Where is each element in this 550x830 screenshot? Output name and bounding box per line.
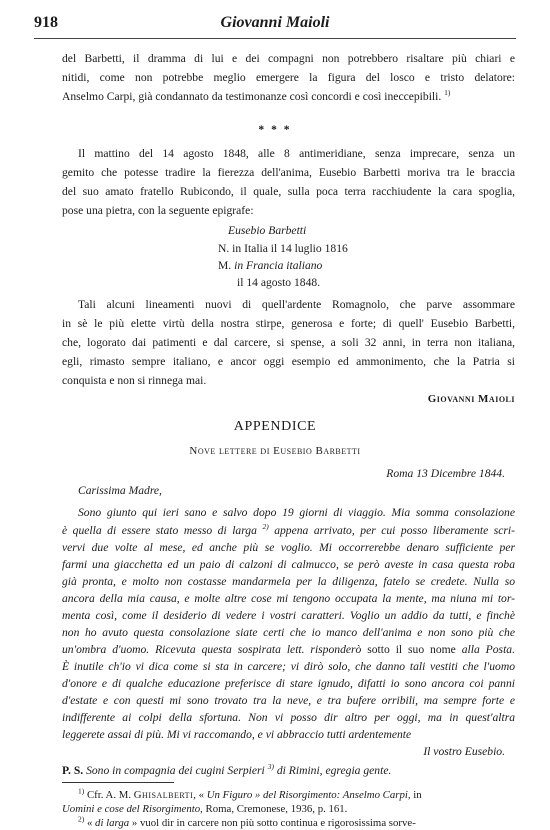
footnote-text: » vuol dir in carcere non più sotto continua e rigorosissima sorve- [129, 817, 416, 829]
footnote-ref-3: 3) [267, 762, 274, 772]
postscript-label: P. S. [62, 764, 84, 777]
letter-dateline: Roma 13 Dicembre 1844. [386, 467, 505, 480]
letter-line: non ho avuto questa consolazione siate certi che io manco dell'anima e non sono più che [62, 626, 515, 639]
letter-line [62, 643, 515, 657]
letter-line: d'estate e con questi mi sono trovato tra la neve, e tra bufere orribili, ma sempre forte e [62, 694, 515, 707]
footnote-1-line [78, 788, 422, 802]
footnote-text: , « [193, 789, 207, 801]
letter-closing: Il vostro Eusebio. [423, 745, 505, 758]
section-separator: * * * [258, 123, 292, 136]
paragraph-line: del suo amato fratello Rubicondo, il quale, sulla poca terra racchiudente la cara spoglia, [62, 185, 515, 198]
page-number: 918 [34, 14, 58, 31]
paragraph-line: Il mattino del 14 agosto 1848, alle 8 antimeridiane, senza imprecare, senza un [78, 147, 515, 160]
letter-text: appena arrivato, per cui posso liberamente scri- [268, 524, 515, 537]
paragraph-line: nitidi, come non potrebbe meglio emergere la figura del losco e tristo delatore: [62, 71, 515, 84]
footnote-rule [62, 782, 174, 783]
paragraph-line: pose una pietra, con la seguente epigrafe: [62, 204, 254, 217]
letter-text: è quella di essere stato messo di larga [62, 524, 257, 537]
footnote-author: Ghisalberti [133, 789, 194, 801]
footnote-1-line [62, 802, 347, 816]
author-signature: Giovanni Maioli [427, 393, 515, 405]
letter-text-roman: sotto il suo nome [361, 643, 462, 656]
paragraph-line: del Barbetti, il dramma di lui e dei compagni non potrebbero risaltare più chiari e [62, 52, 515, 65]
postscript-text: Sono in compagnia dei cugini Serpieri [83, 764, 265, 777]
letter-line: ancora della mia causa, e molte altre cose mi tengono occupata la mente, ma niuna mi tor- [62, 592, 515, 605]
footnote-term: di larga [95, 817, 130, 829]
paragraph-line: che, logorato dai patimenti e dal carcere, si spense, a soli 32 anni, in terra non italiana, [62, 336, 515, 349]
footnote-ref-2: 2) [262, 522, 269, 532]
letter-salutation: Carissima Madre, [78, 484, 162, 497]
epigraph-lead: N. [218, 242, 230, 255]
paragraph-line: Tali alcuni lineamenti nuovi di quell'ardente Romagnolo, che parve assommare [78, 298, 515, 311]
epigraph-lead: M. [218, 259, 232, 272]
letter-line: già pronta, e molto non costasse mandarmela per la diligenza, fatelo se credete. Nulla so [62, 575, 515, 588]
paragraph-line [62, 90, 450, 104]
epigraph-text: in Italia il 14 luglio 1816 [229, 242, 348, 255]
letter-line: indifferente ai colpi della sfortuna. Non vi posso dir altro per oggi, ma in quest'altra [62, 711, 515, 724]
footnote-mark: 2) [78, 814, 85, 824]
running-header [34, 14, 516, 34]
letter-line [62, 524, 515, 538]
appendix-subtitle: Nove lettere di Eusebio Barbetti [189, 445, 361, 457]
footnote-mark: 1) [78, 786, 85, 796]
letter-text: un'ombra d'uomo. Ricevuta questa sospirata lett. risponderò [62, 643, 362, 656]
letter-line: È inutile ch'io vi dica come si sta in carcere; vi dirò solo, che danno tali vestiti che l'uomo [62, 660, 515, 673]
epigraph-text: in Francia italiano [231, 259, 323, 272]
letter-postscript [62, 764, 391, 778]
epigraph-line [218, 259, 322, 273]
letter-line: leggerete assai di più. Mi vi raccomando, e vi abbraccio tutti ardentemente [62, 728, 412, 741]
paragraph-text: Anselmo Carpi, già condannato da testimonanze così concordi e così ineccepibili. [62, 90, 442, 103]
footnote-text: « [84, 817, 96, 829]
footnote-2-line [78, 816, 416, 830]
letter-line: Sono giunto qui ieri sano e salvo dopo 19 giorni di viaggio. Mia somma consolazione [78, 506, 515, 519]
footnote-text: , Roma, Cremonese, 1936, p. 161. [200, 803, 348, 815]
letter-line: vervi due volte al mese, ed anche più se voglio. Mi occorrerebbe denaro sufficiente per [62, 541, 515, 554]
footnote-ref-1: 1) [444, 88, 451, 98]
appendix-title: APPENDICE [233, 419, 317, 434]
letter-line: menta così, come il desiderio di vedere i vostri caratteri. Voglio un addio da tutti, e finchè [62, 609, 515, 622]
letter-line: d'onore e di qualche educazione preferisce di stare ignudo, difatti io sono ancora coi panni [62, 677, 515, 690]
header-rule [34, 38, 516, 39]
footnote-text: in [410, 789, 422, 801]
paragraph-line: gemito che potesse tradire la fierezza dell'anima, Eusebio Barbetti moriva tra le braccia [62, 166, 515, 179]
epigraph-line: Eusebio Barbetti [228, 224, 307, 237]
letter-text: alla Posta. [461, 643, 515, 656]
footnote-text: Cfr. A. M. [84, 789, 134, 801]
paragraph-line: conquista e non si rinnega mai. [62, 374, 207, 387]
postscript-text: di Rimini, egregia gente. [273, 764, 392, 777]
footnote-title: Uomini e cose del Risorgimento [62, 803, 201, 815]
paragraph-line: egli, rimasto sempre italiano, e ancor oggi esempio ed ammonimento, che la Patria si [62, 355, 515, 368]
letter-line: farmi una giacchetta ed un paio di calzoni di calmucco, se però aveste in casa questa roba [62, 558, 515, 571]
paragraph-line: in sè le più elette virtù della nostra stirpe, generosa e forte; di quell' Eusebio Barbetti, [62, 317, 515, 330]
footnote-title: Un Figuro » del Risorgimento: Anselmo Carpi, [206, 789, 411, 801]
epigraph-line [218, 242, 348, 256]
running-title: Giovanni Maioli [220, 14, 330, 31]
epigraph-line: il 14 agosto 1848. [237, 276, 321, 289]
